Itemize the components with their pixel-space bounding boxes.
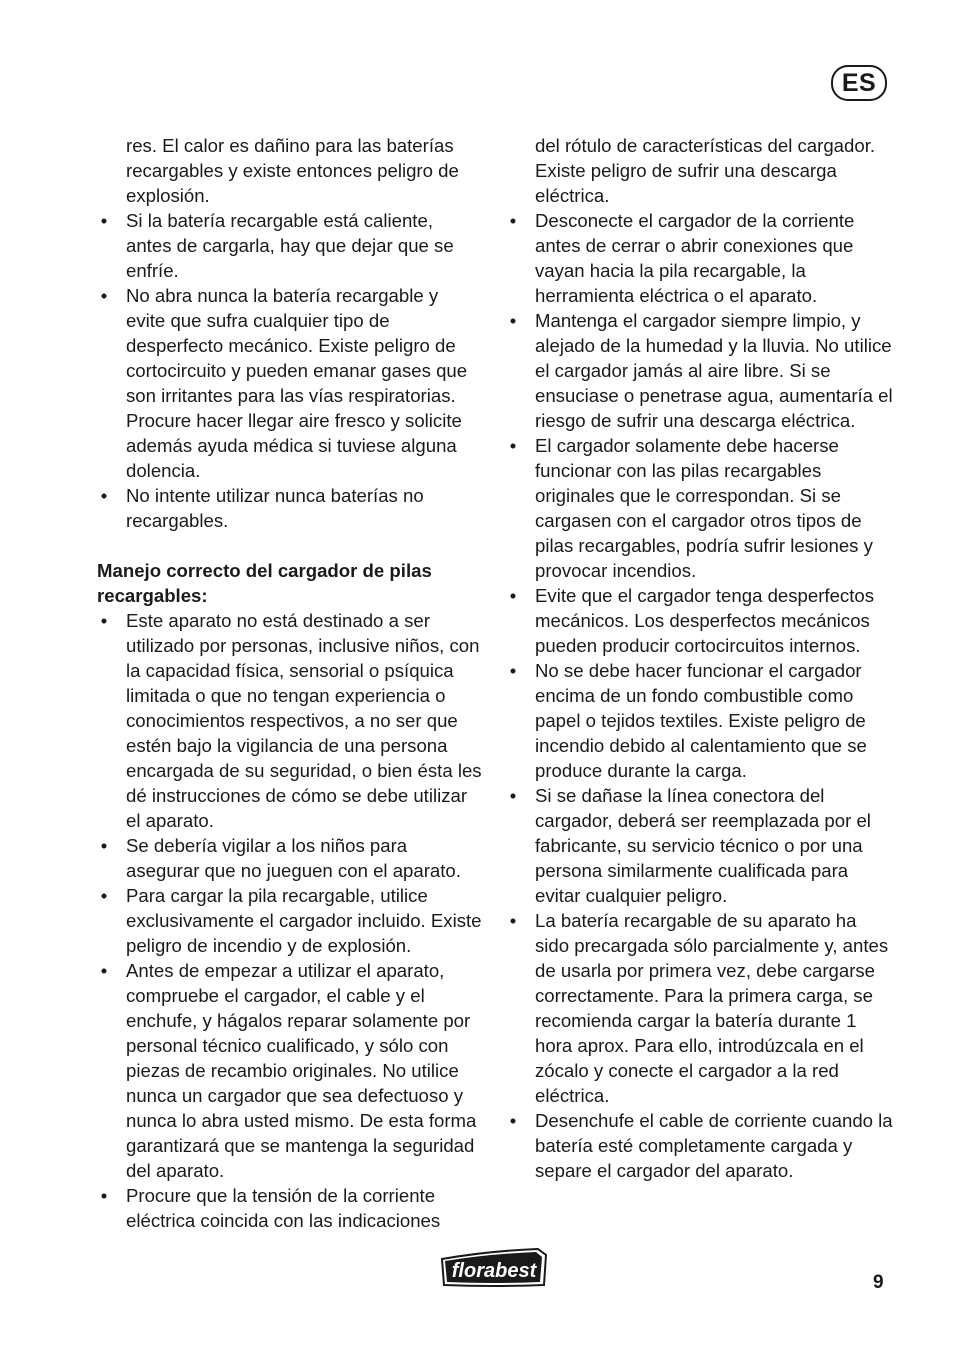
list-item: • No abra nunca la batería recargable y evite que sufra cualquier tipo de desperfecto mecánico. Existe peligro de cortocircuito y pueden emanar gases que son irritantes para las vías respiratorias. Procure hacer llegar aire fresco y solicite además ayuda médica si tuviese alguna dolencia. (97, 283, 482, 483)
bullet: • (509, 910, 517, 931)
bullet: • (509, 435, 517, 456)
list-item: • No se debe hacer funcionar el cargador encima de un fondo combustible como papel o tejidos textiles. Existe peligro de incendio debido al calentamiento que se produce durante la carga. (506, 658, 894, 783)
list-item: • Para cargar la pila recargable, utilice exclusivamente el cargador incluido. Existe peligro de incendio y de explosión. (97, 883, 482, 958)
bullet: • (100, 1185, 108, 1206)
list-item: • Desenchufe el cable de corriente cuando la batería esté completamente cargada y separe el cargador del aparato. (506, 1108, 894, 1183)
bullet: • (509, 785, 517, 806)
list-item: • Si se dañase la línea conectora del cargador, deberá ser reemplazada por el fabricante, su servicio técnico o por una persona similarmente cualificada para evitar cualquier peligro. (506, 783, 894, 908)
list-item: • Se debería vigilar a los niños para asegurar que no jueguen con el aparato. (97, 833, 482, 883)
bullet: • (100, 835, 108, 856)
bullet: • (509, 1110, 517, 1131)
continued-paragraph: res. El calor es dañino para las baterías recargables y existe entonces peligro de explosión. (126, 135, 459, 206)
bullet: • (509, 660, 517, 681)
list-item: • Este aparato no está destinado a ser utilizado por personas, inclusive niños, con la capacidad física, sensorial o psíquica limitada o que no tengan experiencia o conocimientos respectivos, a no ser que estén bajo la vigilancia de una persona encargada de su seguridad, o bien ésta les dé instrucciones de cómo se debe utilizar el aparato. (97, 608, 482, 833)
bullet: • (100, 485, 108, 506)
list-item: • No intente utilizar nunca baterías no recargables. (97, 483, 482, 533)
bullet: • (509, 210, 517, 231)
right-column (506, 133, 894, 1183)
list-item: • Desconecte el cargador de la corriente antes de cerrar o abrir conexiones que vayan hacia la pila recargable, la herramienta eléctrica o el aparato. (506, 208, 894, 308)
list-item: • Mantenga el cargador siempre limpio, y alejado de la humedad y la lluvia. No utilice el cargador jamás al aire libre. Si se ensuciase o penetrase agua, aumentaría el riesgo de sufrir una descarga eléctrica. (506, 308, 894, 433)
safety-list-charger-continued (506, 208, 894, 1183)
bullet: • (100, 285, 108, 306)
list-item: • Antes de empezar a utilizar el aparato, compruebe el cargador, el cable y el enchufe, y hágalos reparar solamente por personal técnico cualificado, y sólo con piezas de recambio originales. No utilice nunca un cargador que sea defectuoso y nunca lo abra usted mismo. De esta forma garantizará que se mantenga la seguridad del aparato. (97, 958, 482, 1183)
continued-paragraph: del rótulo de características del cargador. Existe peligro de sufrir una descarga eléctrica. (535, 135, 876, 206)
safety-list-batteries (97, 208, 482, 533)
bullet: • (100, 210, 108, 231)
svg-text:florabest: florabest (451, 1260, 537, 1282)
page-number: 9 (873, 1272, 884, 1293)
list-item: • Evite que el cargador tenga desperfectos mecánicos. Los desperfectos mecánicos pueden producir cortocircuitos internos. (506, 583, 894, 658)
list-item: • Procure que la tensión de la corriente eléctrica coincida con las indicaciones (97, 1183, 482, 1233)
safety-list-charger (97, 608, 482, 1233)
bullet: • (100, 610, 108, 631)
list-item: • Si la batería recargable está caliente, antes de cargarla, hay que dejar que se enfríe. (97, 208, 482, 283)
language-badge: ES (831, 65, 887, 101)
florabest-logo-icon (438, 1247, 550, 1289)
bullet: • (509, 585, 517, 606)
bullet: • (100, 960, 108, 981)
florabest-logo (438, 1247, 550, 1289)
section-heading: Manejo correcto del cargador de pilas recargables: (97, 560, 432, 606)
list-item: • El cargador solamente debe hacerse funcionar con las pilas recargables originales que le correspondan. Si se cargasen con el cargador otros tipos de pilas recargables, podría sufrir lesiones y provocar incendios. (506, 433, 894, 583)
left-column (97, 133, 482, 1233)
list-item: • La batería recargable de su aparato ha sido precargada sólo parcialmente y, antes de usarla por primera vez, debe cargarse correctamente. Para la primera carga, se recomienda cargar la batería durante 1 hora aprox. Para ello, introdúzcala en el zócalo y conecte el cargador a la red eléctrica. (506, 908, 894, 1108)
bullet: • (100, 885, 108, 906)
bullet: • (509, 310, 517, 331)
